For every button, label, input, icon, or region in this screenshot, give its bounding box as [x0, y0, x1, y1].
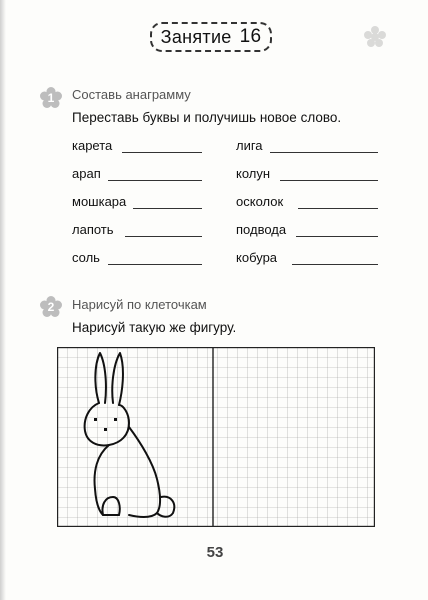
answer-line[interactable] — [133, 208, 202, 209]
page-title — [150, 22, 272, 52]
bleed-through-flower-top-right — [364, 26, 386, 48]
answer-line[interactable] — [108, 264, 202, 265]
instruction-text: Переставь буквы и получишь новое слово. — [72, 110, 342, 125]
answer-line[interactable] — [296, 236, 378, 237]
answer-line[interactable] — [125, 236, 202, 237]
anagram-word: кобура — [236, 250, 278, 265]
answer-line[interactable] — [270, 152, 378, 153]
title-word: Занятие — [160, 26, 232, 47]
anagram-word: лига — [236, 138, 263, 153]
section-number: 2 — [47, 300, 55, 314]
answer-line[interactable] — [108, 180, 202, 181]
answer-line[interactable] — [292, 264, 378, 265]
title-number: 16 — [239, 26, 262, 47]
section-number: 1 — [47, 91, 55, 105]
answer-line[interactable] — [280, 180, 378, 181]
anagram-word: мошкара — [72, 194, 127, 209]
section-title: Нарисуй по клеточкам — [72, 297, 207, 312]
grid-svg — [57, 347, 375, 527]
anagram-word: осколок — [236, 194, 284, 209]
anagram-word: подвода — [236, 222, 287, 237]
anagram-word: карета — [72, 138, 113, 153]
anagram-word: лапоть — [72, 222, 114, 237]
anagram-word: колун — [236, 166, 271, 181]
answer-line[interactable] — [298, 208, 378, 209]
anagram-word: арап — [72, 166, 101, 181]
section-title: Составь анаграмму — [72, 87, 191, 102]
page-edge-shadow — [0, 0, 6, 600]
answer-line[interactable] — [122, 152, 202, 153]
drawing-grid[interactable] — [57, 347, 375, 527]
page-number: 53 — [206, 544, 224, 561]
instruction-text: Нарисуй такую же фигуру. — [72, 320, 237, 335]
anagram-word: соль — [72, 250, 100, 265]
